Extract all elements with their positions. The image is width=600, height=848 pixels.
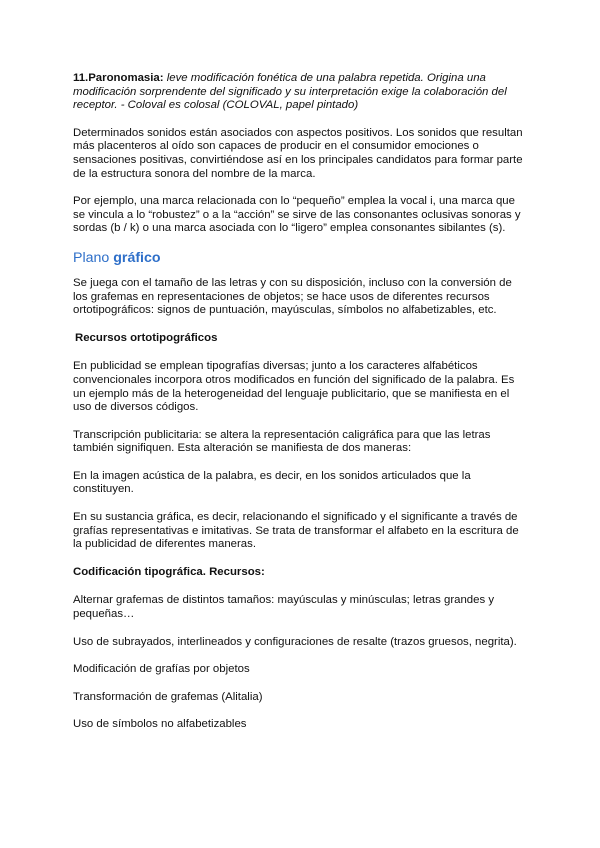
- section-heading-bold: gráfico: [113, 249, 161, 266]
- paragraph: Transcripción publicitaria: se altera la representación caligráfica para que las letras también signifiquen. Esta alteración se manifiesta de dos maneras:: [73, 428, 491, 455]
- paragraph: En su sustancia gráfica, es decir, relacionando el significado y el significante a través de grafías representativas e imitativas. Se trata de transformar el alfabeto en la escritura de la publicidad de diferentes maneras.: [73, 511, 519, 551]
- list-item: Uso de subrayados, interlineados y configuraciones de resalte (trazos gruesos, negrita).: [73, 635, 517, 648]
- section-heading-plain: Plano: [73, 249, 110, 266]
- paragraph: En la imagen acústica de la palabra, es decir, en los sonidos articulados que la constituyen.: [73, 469, 471, 496]
- list-item: Modificación de grafías por objetos: [73, 663, 250, 676]
- paragraph: Se juega con el tamaño de las letras y con su disposición, incluso con la conversión de los grafemas en representaciones de objetos; se hace usos de diferentes recursos ortotipográficos: signos de puntuación, mayúsculas, símbolos no alfabetizables, etc.: [73, 276, 512, 317]
- paragraph: Por ejemplo, una marca relacionada con lo “pequeño” emplea la vocal i, una marca que se vincula a lo “robustez” o a la “acción” se sirve de las consonantes oclusivas sonoras y sordas (b / k) o una marca asociada con lo “ligero” emplea consonantes sibilantes (s).: [73, 195, 521, 235]
- list-item: Alternar grafemas de distintos tamaños: mayúsculas y minúsculas; letras grandes y pequeñas…: [73, 594, 495, 621]
- term-label: 11.Paronomasia:: [73, 72, 164, 84]
- subheading: Codificación tipográfica. Recursos:: [73, 565, 265, 578]
- paragraph: En publicidad se emplean tipografías diversas; junto a los caracteres alfabéticos convencionales incorpora otros modificados en función del significado de la palabra. Es un ejemplo más de la heterogeneidad del lenguaje publicitario, que se manifiesta en el uso de diversos códigos.: [73, 360, 515, 414]
- list-item: Uso de símbolos no alfabetizables: [73, 718, 247, 731]
- section-heading: [73, 250, 529, 267]
- document-page: [73, 72, 529, 746]
- list-item: Transformación de grafemas (Alitalia): [73, 690, 263, 703]
- paragraph: Determinados sonidos están asociados con aspectos positivos. Los sonidos que resultan más placenteros al oído son capaces de producir en el consumidor emociones o sensaciones positivas, convirtiéndose así en los principales candidatos para formar parte de la estructura sonora del nombre de la marca.: [73, 126, 523, 180]
- paronomasia-definition: [73, 72, 529, 113]
- subheading: Recursos ortotipográficos: [75, 331, 218, 344]
- term-definition: leve modificación fonética de una palabra repetida. Origina una modificación sorprendente del significado y su interpretación exige la colaboración del receptor. - Coloval es colosal (COLOVAL, papel pintado): [73, 72, 507, 112]
